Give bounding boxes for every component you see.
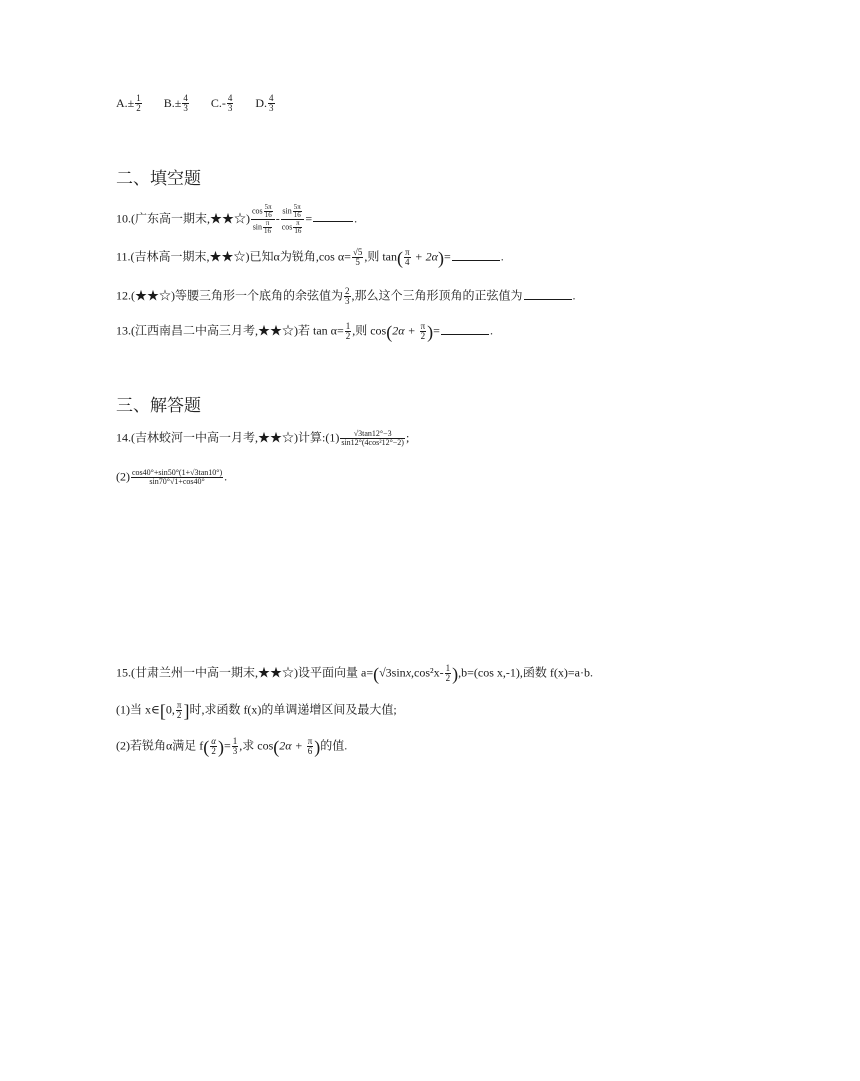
section-title-fill-blank: 二、填空题 [116,169,201,189]
question-14: 14.(吉林蛟河一中高一月考,★★☆)计算:(1) $\frac{√3\tan 12^\circ-3}{\text{sin12°(4cos²12°−2)}}$ ; [116,429,410,448]
question-14-part-2: (2) $\frac{\cos 40^\circ+\sin 50^\circ(1+√3\tan 10^\circ)}{\sin 70^\circ√1+\cos 40^\circ}$ . [116,468,228,487]
question-11: 11.(吉林高一期末,★★☆)已知α为锐角,cos α= $\frac{√5}{5}$ ,则 tan( $\frac{\pi}{4}$ + 2α)= . [116,247,504,268]
question-15-part-2: (2)若锐角α满足 f( $\frac{\alpha}{2}$ )= $\frac{1}{3}$ ,求 cos(2α + $\frac{\pi}{6}$ )的值. [116,736,348,757]
option-b[interactable]: B.± $\frac{4}{3}$ [163,93,188,114]
section-title-solutions: 三、解答题 [116,396,201,416]
option-d[interactable]: D. $\frac{4}{3}$ [255,93,274,114]
question-15: 15.(甘肃兰州一中高一期末,★★☆)设平面向量 a=(√3sinx,cos²x- $\frac{1}{2}$ ),b=(cos x,-1),函数 f(x)=a·b. [116,663,593,684]
option-c[interactable]: C.- $\frac{4}{3}$ [210,93,233,114]
answer-blank-10[interactable] [313,221,353,222]
question-13: 13.(江西南昌二中高三月考,★★☆)若 tan α= $\frac{1}{2}$ ,则 cos(2α + $\frac{\pi}{2}$ )= . [116,321,493,342]
question-10: 10.(广东高一期末,★★☆) cos $\frac{5\pi}{16}$ sin $\frac{\pi}{16}$ - sin $\frac{5\pi}{16}$ cos $\frac{\pi}{16}$ = . [116,203,358,235]
answer-blank-13[interactable] [441,334,489,335]
option-a[interactable]: A.± $\frac{1}{2}$ [116,93,141,114]
answer-options [116,94,276,114]
answer-blank-11[interactable] [452,260,500,261]
question-15-part-1: (1)当 x∈[0, $\frac{\pi}{2}$ ]时,求函数 f(x)的单调递增区间及最大值; [116,700,397,721]
answer-blank-12[interactable] [524,299,572,300]
question-12: 12.(★★☆)等腰三角形一个底角的余弦值为 $\frac{2}{3}$ ,那么这个三角形顶角的正弦值为 . [116,286,576,307]
